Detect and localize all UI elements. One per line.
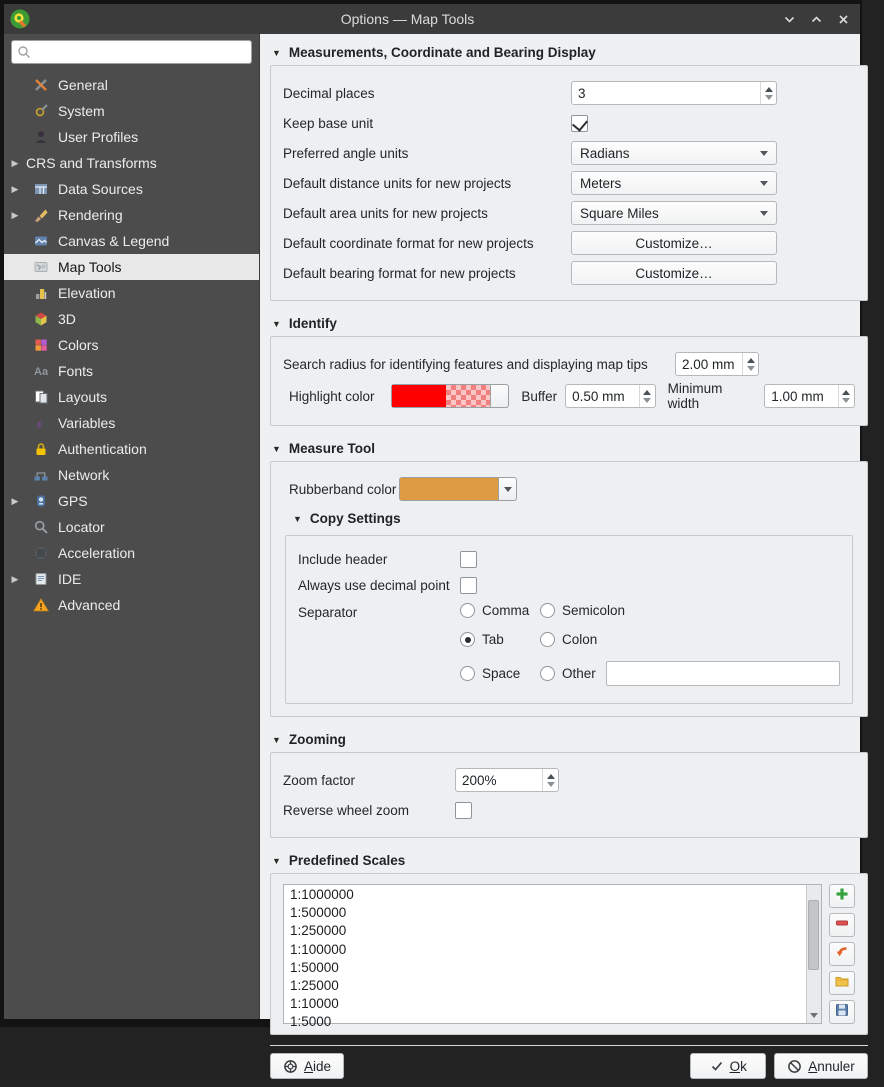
rubberband-color-label: Rubberband color bbox=[289, 481, 397, 497]
fonts-icon bbox=[32, 363, 50, 379]
expand-arrow-icon[interactable]: ▶ bbox=[11, 157, 19, 168]
sidebar-search-input[interactable] bbox=[11, 40, 252, 64]
user-profiles-icon bbox=[32, 129, 50, 145]
sidebar-nav bbox=[4, 72, 259, 1019]
default-area-units-combobox[interactable]: Square Miles bbox=[571, 201, 777, 225]
scale-list[interactable] bbox=[283, 884, 822, 1030]
collapse-triangle-icon: ▼ bbox=[272, 47, 281, 58]
separator-other-input[interactable] bbox=[606, 661, 840, 686]
scale-list-item[interactable]: 1:50000 bbox=[290, 959, 339, 975]
dialog-button-box bbox=[270, 1045, 868, 1087]
measurements-frame bbox=[270, 65, 868, 301]
chevron-down-icon bbox=[760, 181, 768, 186]
sidebar-item-user-profiles[interactable] bbox=[4, 124, 259, 150]
always-decimal-point-checkbox[interactable] bbox=[460, 577, 477, 594]
sidebar-item-data-sources[interactable] bbox=[4, 176, 259, 202]
rendering-icon bbox=[32, 207, 50, 223]
chevron-down-icon bbox=[760, 211, 768, 216]
buffer-label: Buffer bbox=[521, 388, 558, 404]
scrollbar-thumb[interactable] bbox=[808, 900, 819, 970]
separator-comma-radio[interactable]: Comma bbox=[460, 603, 540, 618]
section-title: Measure Tool bbox=[288, 441, 375, 456]
scroll-up-icon[interactable] bbox=[807, 885, 821, 900]
section-title: Measurements, Coordinate and Bearing Display bbox=[288, 45, 596, 60]
import-scales-button[interactable] bbox=[829, 971, 855, 995]
sidebar-item-fonts[interactable] bbox=[4, 358, 259, 384]
sidebar-item-label: Layouts bbox=[58, 389, 108, 405]
section-measure-tool-header[interactable] bbox=[270, 436, 868, 461]
sidebar-item-label: Colors bbox=[58, 337, 99, 353]
sidebar-item-label: Authentication bbox=[58, 441, 147, 457]
sidebar-item-authentication[interactable] bbox=[4, 436, 259, 462]
elevation-icon bbox=[32, 285, 50, 301]
separator-space-radio[interactable]: Space bbox=[460, 666, 540, 681]
separator-label: Separator bbox=[298, 605, 358, 620]
section-zooming-header[interactable] bbox=[270, 727, 868, 752]
close-window-button[interactable] bbox=[837, 13, 850, 26]
sidebar-item-system[interactable] bbox=[4, 98, 259, 124]
help-icon bbox=[283, 1059, 298, 1074]
color-swatch bbox=[400, 478, 498, 500]
copy-settings-frame bbox=[285, 535, 853, 704]
spin-arrows-icon[interactable] bbox=[838, 385, 854, 407]
folder-icon bbox=[834, 973, 850, 994]
save-icon bbox=[834, 1002, 850, 1023]
window-title: Options — Map Tools bbox=[340, 11, 475, 27]
search-icon bbox=[17, 45, 31, 59]
chevron-down-icon[interactable] bbox=[499, 477, 517, 501]
sidebar-item-label: General bbox=[58, 77, 108, 93]
scale-list-item[interactable]: 1:500000 bbox=[290, 905, 347, 921]
expand-arrow-icon[interactable]: ▶ bbox=[11, 209, 19, 220]
buffer-spinbox[interactable]: 0.50 mm bbox=[565, 384, 656, 408]
three-d-icon bbox=[32, 311, 50, 327]
always-decimal-point-label: Always use decimal point bbox=[298, 577, 450, 593]
chevron-down-icon[interactable] bbox=[491, 384, 509, 408]
export-scales-button[interactable] bbox=[829, 1000, 855, 1024]
sidebar-item-label: GPS bbox=[58, 493, 88, 509]
shade-window-button[interactable] bbox=[783, 13, 796, 26]
scale-list-item[interactable]: 1:25000 bbox=[290, 977, 339, 993]
layouts-icon bbox=[32, 389, 50, 405]
transparency-checker bbox=[446, 385, 490, 407]
sidebar-item-label: CRS and Transforms bbox=[26, 155, 157, 171]
separator-tab-radio[interactable]: Tab bbox=[460, 632, 540, 647]
section-title: Predefined Scales bbox=[288, 853, 406, 868]
highlight-color-button[interactable] bbox=[391, 384, 509, 408]
help-button[interactable]: Aide bbox=[270, 1053, 344, 1079]
authentication-icon bbox=[32, 441, 50, 457]
keep-base-unit-checkbox[interactable] bbox=[571, 115, 588, 132]
sidebar-item-advanced[interactable] bbox=[4, 592, 259, 618]
sidebar-item-locator[interactable] bbox=[4, 514, 259, 540]
sidebar-item-label: Canvas & Legend bbox=[58, 233, 170, 249]
spin-arrows-icon[interactable] bbox=[742, 353, 758, 375]
cancel-icon bbox=[787, 1059, 802, 1074]
default-bearing-format-label: Default bearing format for new projects bbox=[283, 265, 516, 281]
collapse-triangle-icon: ▼ bbox=[272, 855, 281, 866]
gps-icon bbox=[32, 493, 50, 509]
sidebar-item-rendering[interactable] bbox=[4, 202, 259, 228]
cancel-button[interactable]: Annuler bbox=[774, 1053, 868, 1079]
spin-arrows-icon[interactable] bbox=[542, 769, 558, 791]
ide-icon bbox=[32, 571, 50, 587]
network-icon bbox=[32, 467, 50, 483]
map-tools-icon bbox=[32, 259, 50, 275]
remove-scale-button[interactable] bbox=[829, 913, 855, 937]
svg-text:ε: ε bbox=[37, 415, 43, 431]
sidebar-item-crs-and-transforms[interactable] bbox=[4, 150, 259, 176]
sidebar-item-variables[interactable] bbox=[4, 410, 259, 436]
data-sources-icon bbox=[32, 181, 50, 197]
plus-icon bbox=[834, 886, 850, 907]
color-swatch bbox=[392, 385, 446, 407]
section-measurements-header[interactable] bbox=[270, 40, 868, 65]
section-identify-header[interactable] bbox=[270, 311, 868, 336]
scale-list-item[interactable]: 1:10000 bbox=[290, 996, 339, 1012]
sidebar-item-elevation[interactable] bbox=[4, 280, 259, 306]
sidebar-item-ide[interactable] bbox=[4, 566, 259, 592]
reverse-wheel-zoom-checkbox[interactable] bbox=[455, 802, 472, 819]
undo-arrow-icon bbox=[834, 944, 850, 965]
expand-arrow-icon[interactable]: ▶ bbox=[11, 183, 19, 194]
map-tools-panel bbox=[260, 34, 884, 1074]
collapse-triangle-icon: ▼ bbox=[272, 318, 281, 329]
collapse-triangle-icon: ▼ bbox=[272, 734, 281, 745]
unshade-window-button[interactable] bbox=[810, 13, 823, 26]
section-title: Identify bbox=[288, 316, 337, 331]
customize-bearing-format-button[interactable]: Customize… bbox=[571, 261, 777, 285]
sidebar-item-label: Map Tools bbox=[58, 259, 122, 275]
zoom-factor-label: Zoom factor bbox=[283, 772, 356, 788]
search-radius-label: Search radius for identifying features and displaying map tips bbox=[283, 356, 648, 372]
sidebar-item-label: Locator bbox=[58, 519, 105, 535]
section-predefined-scales-header[interactable] bbox=[270, 848, 868, 873]
sidebar-item-3d[interactable] bbox=[4, 306, 259, 332]
collapse-triangle-icon: ▼ bbox=[293, 513, 302, 524]
measure-tool-frame bbox=[270, 461, 868, 717]
default-coordinate-format-label: Default coordinate format for new projects bbox=[283, 235, 534, 251]
qgis-logo-icon bbox=[8, 7, 32, 31]
sidebar-item-label: Data Sources bbox=[58, 181, 143, 197]
sidebar-item-colors[interactable] bbox=[4, 332, 259, 358]
highlight-color-label: Highlight color bbox=[289, 388, 375, 404]
svg-text:Aa: Aa bbox=[34, 366, 49, 378]
locator-icon bbox=[32, 519, 50, 535]
spin-arrows-icon[interactable] bbox=[760, 82, 776, 104]
zoom-factor-spinbox[interactable]: 200% bbox=[455, 768, 559, 792]
default-distance-units-label: Default distance units for new projects bbox=[283, 175, 512, 191]
sidebar-item-label: IDE bbox=[58, 571, 82, 587]
sidebar-item-label: Acceleration bbox=[58, 545, 136, 561]
copy-settings-header[interactable] bbox=[291, 506, 855, 531]
sidebar-item-gps[interactable] bbox=[4, 488, 259, 514]
include-header-label: Include header bbox=[298, 551, 388, 567]
keep-base-unit-label: Keep base unit bbox=[283, 115, 374, 131]
sidebar-item-label: 3D bbox=[58, 311, 76, 327]
system-icon bbox=[32, 103, 50, 119]
sidebar-item-label: Variables bbox=[58, 415, 116, 431]
separator-semicolon-radio[interactable]: Semicolon bbox=[540, 603, 625, 618]
scale-list-item[interactable]: 1:5000 bbox=[290, 1014, 332, 1030]
scroll-down-icon[interactable] bbox=[807, 1008, 821, 1023]
identify-frame bbox=[270, 336, 868, 426]
sidebar-item-label: System bbox=[58, 103, 105, 119]
decimal-places-spinbox[interactable]: 3 bbox=[571, 81, 777, 105]
predefined-scales-frame bbox=[270, 873, 868, 1035]
canvas-legend-icon bbox=[32, 233, 50, 249]
settings-sidebar bbox=[4, 34, 260, 1019]
sidebar-item-label: Network bbox=[58, 467, 110, 483]
scale-list-item[interactable]: 1:1000000 bbox=[290, 887, 354, 902]
scale-list-item[interactable]: 1:100000 bbox=[290, 941, 347, 957]
title-bar bbox=[4, 4, 860, 34]
reverse-wheel-zoom-label: Reverse wheel zoom bbox=[283, 802, 410, 818]
section-title: Zooming bbox=[288, 732, 346, 747]
sidebar-item-label: Fonts bbox=[58, 363, 94, 379]
minimum-width-label: Minimum width bbox=[667, 381, 723, 411]
sidebar-item-network[interactable] bbox=[4, 462, 259, 488]
separator-other-radio[interactable]: Other bbox=[540, 666, 596, 681]
customize-coordinate-format-button[interactable]: Customize… bbox=[571, 231, 777, 255]
general-icon bbox=[32, 77, 50, 93]
sidebar-item-label: Rendering bbox=[58, 207, 123, 223]
chevron-down-icon bbox=[760, 151, 768, 156]
sidebar-item-layouts[interactable] bbox=[4, 384, 259, 410]
collapse-triangle-icon: ▼ bbox=[272, 443, 281, 454]
expand-arrow-icon[interactable]: ▶ bbox=[11, 573, 19, 584]
ok-button[interactable]: Ok bbox=[690, 1053, 766, 1079]
scale-list-item[interactable]: 1:250000 bbox=[290, 923, 347, 939]
zooming-frame bbox=[270, 752, 868, 838]
add-scale-button[interactable] bbox=[829, 884, 855, 908]
sidebar-item-canvas-legend[interactable] bbox=[4, 228, 259, 254]
acceleration-icon bbox=[32, 545, 50, 561]
minimum-width-spinbox[interactable]: 1.00 mm bbox=[764, 384, 855, 408]
default-distance-units-combobox[interactable]: Meters bbox=[571, 171, 777, 195]
sidebar-item-label: User Profiles bbox=[58, 129, 139, 145]
minus-icon bbox=[834, 915, 850, 936]
advanced-icon bbox=[32, 597, 50, 613]
colors-icon bbox=[32, 337, 50, 353]
restore-defaults-button[interactable] bbox=[829, 942, 855, 966]
sidebar-item-general[interactable] bbox=[4, 72, 259, 98]
expand-arrow-icon[interactable]: ▶ bbox=[11, 495, 19, 506]
scale-list-scrollbar[interactable] bbox=[806, 885, 821, 1023]
decimal-places-label: Decimal places bbox=[283, 85, 375, 101]
check-icon bbox=[710, 1059, 724, 1073]
sidebar-item-acceleration[interactable] bbox=[4, 540, 259, 566]
sidebar-item-map-tools[interactable] bbox=[4, 254, 259, 280]
sidebar-item-label: Advanced bbox=[58, 597, 121, 613]
spin-arrows-icon[interactable] bbox=[639, 385, 655, 407]
preferred-angle-units-combobox[interactable]: Radians bbox=[571, 141, 777, 165]
include-header-checkbox[interactable] bbox=[460, 551, 477, 568]
variables-icon bbox=[32, 415, 50, 431]
separator-colon-radio[interactable]: Colon bbox=[540, 632, 597, 647]
preferred-angle-units-label: Preferred angle units bbox=[283, 145, 409, 161]
default-area-units-label: Default area units for new projects bbox=[283, 205, 488, 221]
sidebar-item-label: Elevation bbox=[58, 285, 116, 301]
rubberband-color-button[interactable] bbox=[399, 477, 517, 501]
search-radius-spinbox[interactable]: 2.00 mm bbox=[675, 352, 759, 376]
subsection-title: Copy Settings bbox=[309, 511, 401, 526]
